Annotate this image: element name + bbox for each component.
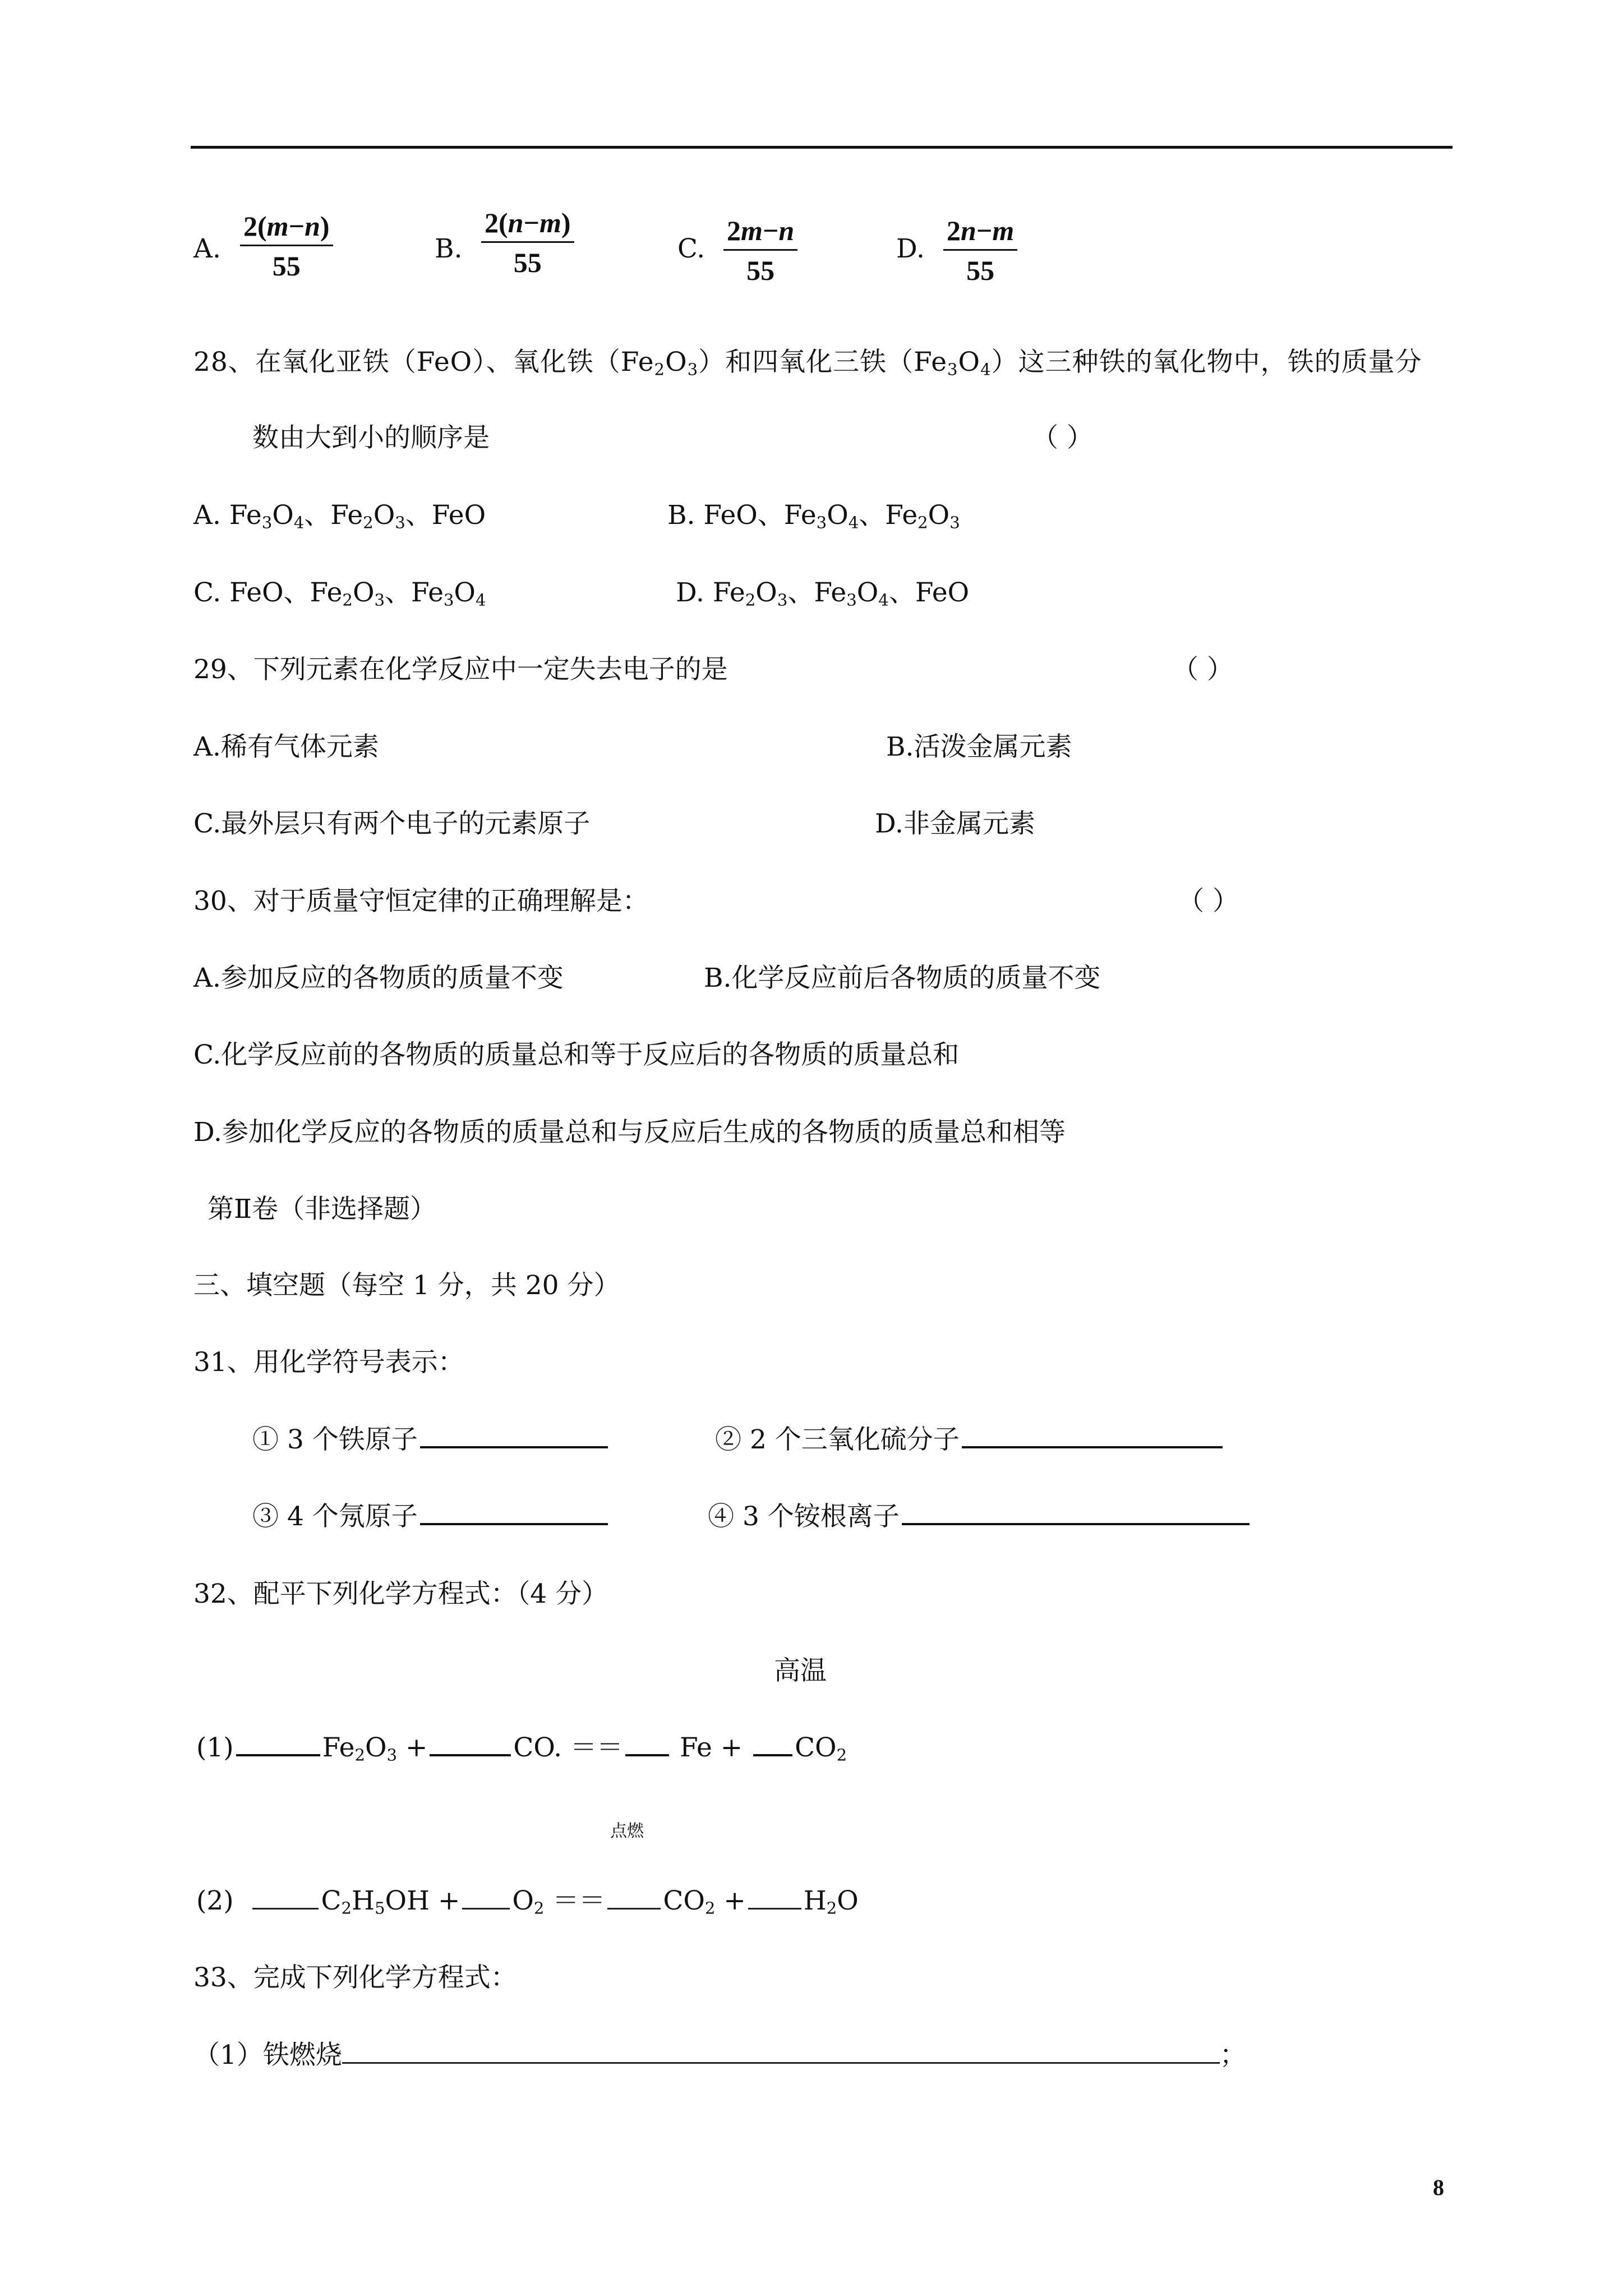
eq2-c2h5oh: $C_2H_5OH$ +: [321, 1885, 460, 1918]
option-b-label: B.: [435, 233, 463, 264]
eq1-label: (1): [196, 1732, 234, 1763]
q30-option-a: A.参加反应的各物质的质量不变: [193, 963, 564, 993]
q33-stem: 33、完成下列化学方程式：: [193, 1962, 517, 1993]
option-c-label: C.: [677, 233, 706, 264]
q30-stem: 30、对于质量守恒定律的正确理解是：: [193, 886, 649, 917]
q31-item2-text: ② 2 个三氧化硫分子: [715, 1424, 960, 1455]
eq1-fe: Fe +: [679, 1732, 743, 1763]
option-d-label: D.: [896, 233, 925, 264]
q31-item3: [252, 1503, 610, 1530]
q31-item1-text: ① 3 个铁原子: [252, 1424, 418, 1455]
eq2-label: (2): [196, 1885, 234, 1916]
section3-title: 三、填空题（每空 1 分，共 20 分）: [193, 1270, 620, 1301]
eq2-h2o: $H_2O$: [803, 1885, 859, 1918]
q29-option-c: C.最外层只有两个电子的元素原子: [193, 808, 591, 839]
q29-stem: 29、下列元素在化学反应中一定失去电子的是: [193, 654, 728, 685]
q31-item2: [715, 1424, 1225, 1455]
option-c-fraction: [723, 217, 797, 284]
option-b-denominator: 55: [513, 247, 542, 278]
page-number: 8: [1433, 2175, 1444, 2200]
eq1-blank-co2[interactable]: [753, 1754, 792, 1756]
q31-item3-text: ③ 4 个氖原子: [252, 1501, 418, 1532]
q30-answer-paren: （ ）: [1178, 886, 1239, 917]
option-a-label: A.: [193, 233, 221, 264]
eq2-o2: $O_2$ ＝＝: [512, 1885, 606, 1918]
part2-title: 第Ⅱ卷（非选择题）: [208, 1194, 436, 1225]
q31-item1: [252, 1424, 610, 1455]
eq2-blank-h2o[interactable]: [748, 1907, 801, 1910]
q33-item1-blank[interactable]: [342, 2062, 1220, 2064]
q32-eq2-condition: 点燃: [610, 1821, 644, 1841]
q33-item1-text: （1）铁燃烧: [193, 2040, 342, 2070]
q28-answer-paren: （ ）: [1032, 422, 1093, 453]
q31-item1-blank[interactable]: [420, 1446, 608, 1448]
option-d-numerator: 2n−m: [943, 217, 1017, 251]
q31-item4: [708, 1503, 1252, 1530]
q29-answer-paren: （ ）: [1172, 654, 1233, 685]
q33-item1: [193, 2042, 1246, 2068]
eq1-blank-fe[interactable]: [625, 1754, 669, 1756]
option-a-denominator: 55: [272, 250, 301, 282]
eq2-blank-co2[interactable]: [607, 1907, 661, 1910]
eq2-blank-c2h5oh[interactable]: [252, 1907, 319, 1910]
q32-equation2: [196, 1885, 859, 1918]
eq2-co2: $CO_2$ +: [663, 1885, 746, 1918]
q32-stem: 32、配平下列化学方程式：（4 分）: [193, 1579, 608, 1609]
option-a-numerator: 2(m−n): [240, 212, 333, 246]
q31-item4-blank[interactable]: [902, 1522, 1249, 1525]
option-a-fraction: [240, 212, 333, 280]
q28-option-c: C. FeO、$Fe_2O_3$、$Fe_3O_4$: [193, 577, 486, 610]
option-b-fraction: [481, 209, 574, 277]
q28-option-d: D. $Fe_2O_3$、$Fe_3O_4$、FeO: [676, 577, 970, 610]
q30-option-d: D.参加化学反应的各物质的质量总和与反应后生成的各物质的质量总和相等: [193, 1117, 1066, 1148]
option-c-denominator: 55: [746, 255, 775, 286]
q29-option-b: B.活泼金属元素: [886, 731, 1072, 762]
eq1-blank-co[interactable]: [430, 1754, 511, 1756]
header-rule: [191, 146, 1453, 149]
q28-stem-line1: 28、在氧化亚铁（FeO）、氧化铁$(Fe_2O_3)$和四氧化三铁$(Fe_3O_4)$这三种铁的氧化物中，铁的质量分: [193, 347, 1422, 379]
eq2-blank-o2[interactable]: [462, 1907, 510, 1910]
q29-option-d: D.非金属元素: [875, 808, 1035, 839]
eq1-fe2o3: $Fe_2O_3$ +: [322, 1732, 428, 1765]
q31-item4-text: ④ 3 个铵根离子: [708, 1501, 900, 1532]
q31-stem: 31、用化学符号表示：: [193, 1347, 464, 1378]
option-d-fraction: [943, 217, 1017, 284]
q31-item3-blank[interactable]: [420, 1522, 608, 1525]
q28-option-b: B. FeO、$Fe_3O_4$、$Fe_2O_3$: [667, 500, 960, 532]
option-d-denominator: 55: [966, 255, 995, 286]
q29-option-a: A.稀有气体元素: [193, 731, 379, 762]
q30-option-c: C.化学反应前的各物质的质量总和等于反应后的各物质的质量总和: [193, 1039, 960, 1070]
q28-stem-line2: 数由大到小的顺序是: [252, 422, 490, 453]
eq1-co2: $CO_2$: [795, 1732, 847, 1765]
eq1-blank-fe2o3[interactable]: [236, 1754, 320, 1756]
q31-item2-blank[interactable]: [962, 1446, 1223, 1448]
q32-eq1-condition: 高温: [774, 1655, 827, 1686]
q28-option-a: A. $Fe_3O_4$、$Fe_2O_3$、FeO: [193, 500, 486, 532]
q32-equation1: [196, 1732, 847, 1765]
q30-option-b: B.化学反应前后各物质的质量不变: [704, 963, 1101, 993]
option-b-numerator: 2(n−m): [481, 209, 574, 243]
q33-item1-end: ；: [1219, 2040, 1246, 2070]
option-c-numerator: 2m−n: [723, 217, 797, 251]
eq1-co: CO. ＝＝: [513, 1732, 623, 1763]
